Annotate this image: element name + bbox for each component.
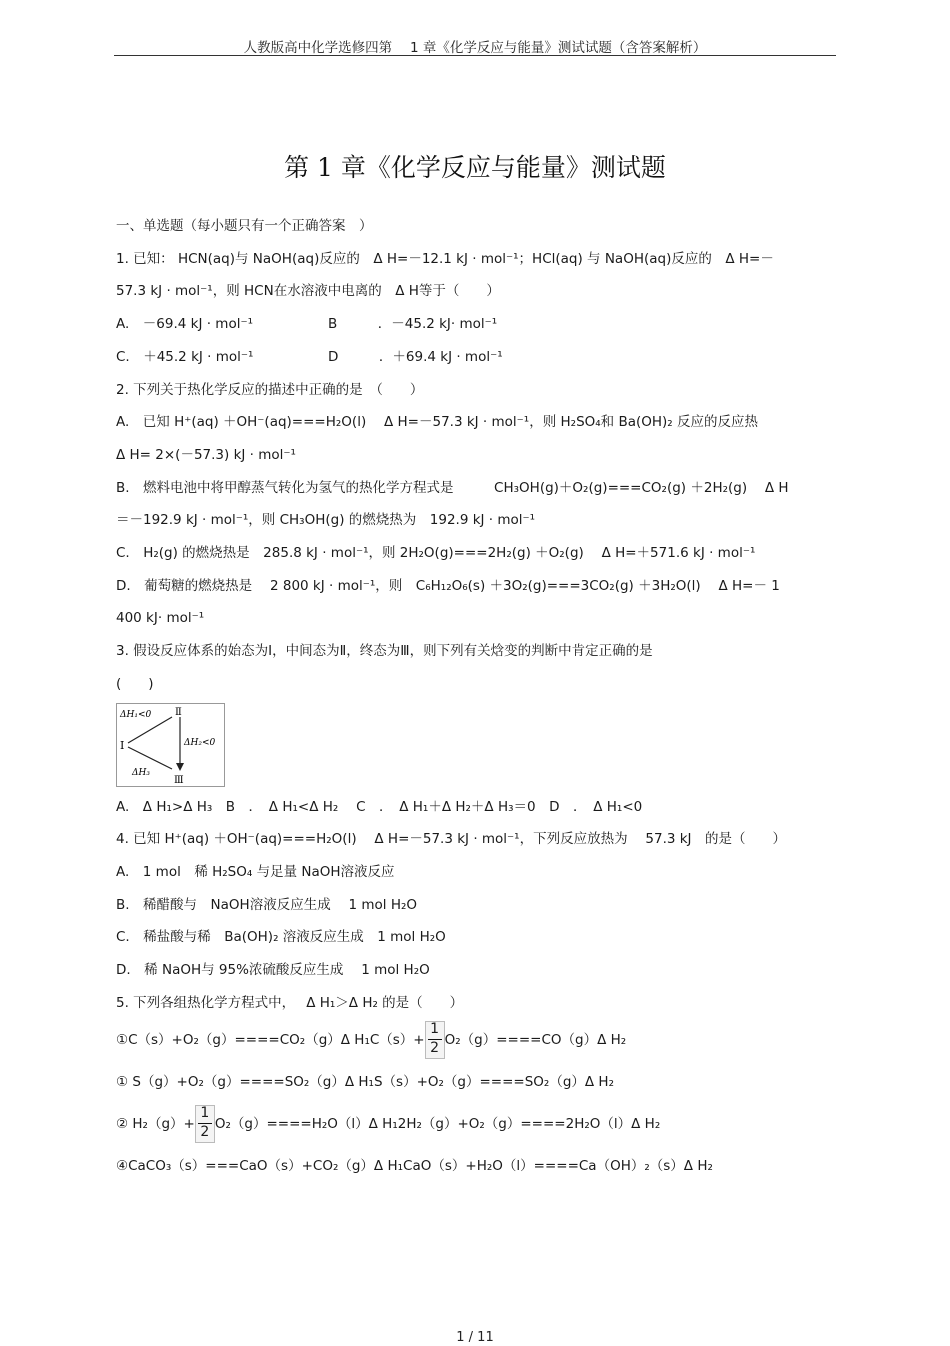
state-iii-label: Ⅲ bbox=[174, 774, 184, 786]
q5-eq3-part2: O₂（g）====H₂O（l）Δ H₁2H₂（g）+O₂（g）====2H₂O（l）Δ H₂ bbox=[214, 1116, 661, 1133]
q2-option-d-line1: D. 葡萄糖的燃烧热是 2 800 kJ · mol⁻¹，则 C₆H₁₂O₆(s) ＋3O₂(g)===3CO₂(g) ＋3H₂O(l) Δ H=－ 1 bbox=[116, 577, 780, 594]
q2-option-a-line1: A. 已知 H⁺(aq) ＋OH⁻(aq)===H₂O(l) Δ H=－57.3 kJ · mol⁻¹，则 H₂SO₄和 Ba(OH)₂ 反应的反应热 bbox=[116, 414, 759, 431]
q2-option-b-line2: ＝－192.9 kJ · mol⁻¹，则 CH₃OH(g) 的燃烧热为 192.9 kJ · mol⁻¹ bbox=[116, 512, 536, 529]
q3-stem-line1: 3. 假设反应体系的始态为Ⅰ，中间态为Ⅱ，终态为Ⅲ，则下列有关焓变的判断中肯定正确的是 bbox=[116, 643, 653, 660]
q1-option-c: C. ＋45.2 kJ · mol⁻¹ bbox=[116, 348, 254, 365]
q2-stem: 2. 下列关于热化学反应的描述中正确的是 （ ） bbox=[116, 381, 424, 398]
dh1-label: ΔH₁<0 bbox=[120, 709, 152, 720]
q5-eq3-part1: ② H₂（g）+ bbox=[116, 1116, 195, 1133]
q4-option-b: B. 稀醋酸与 NaOH溶液反应生成 1 mol H₂O bbox=[116, 896, 418, 913]
fraction-denominator: 2 bbox=[200, 1124, 210, 1141]
q1-stem-line1: 1. 已知： HCN(aq)与 NaOH(aq)反应的 Δ H=－12.1 kJ · mol⁻¹；HCl(aq) 与 NaOH(aq)反应的 Δ H=－ bbox=[116, 250, 774, 267]
q1-stem-line2: 57.3 kJ · mol⁻¹，则 HCN在水溶液中电离的 Δ H等于（ ） bbox=[116, 283, 500, 300]
q5-equation-3 bbox=[116, 1103, 842, 1145]
header-rule bbox=[114, 55, 836, 56]
q5-stem: 5. 下列各组热化学方程式中， Δ H₁＞Δ H₂ 的是（ ） bbox=[116, 994, 464, 1011]
page-number: 1 / 11 bbox=[456, 1330, 494, 1345]
running-header: 人教版高中化学选修四第 1 章《化学反应与能量》测试试题（含答案解析） bbox=[243, 40, 707, 56]
q1-options-cd bbox=[116, 341, 842, 374]
q5-eq1-part2: O₂（g）====CO（g）Δ H₂ bbox=[444, 1032, 627, 1049]
q2-option-c: C. H₂(g) 的燃烧热是 285.8 kJ · mol⁻¹，则 2H₂O(g)===2H₂(g) ＋O₂(g) Δ H=＋571.6 kJ · mol⁻¹ bbox=[116, 545, 756, 562]
q2-option-b-line1: B. 燃料电池中将甲醇蒸气转化为氢气的热化学方程式是 CH₃OH(g)＋O₂(g)===CO₂(g) ＋2H₂(g) Δ H bbox=[116, 479, 789, 496]
fraction-numerator: 1 bbox=[200, 1105, 210, 1122]
q5-equation-2: ① S（g）+O₂（g）====SO₂（g）Δ H₁S（s）+O₂（g）====SO₂（g）Δ H₂ bbox=[116, 1074, 614, 1091]
q4-option-c: C. 稀盐酸与稀 Ba(OH)₂ 溶液反应生成 1 mol H₂O bbox=[116, 929, 446, 946]
q5-equation-1 bbox=[116, 1019, 842, 1061]
q1-option-b: B ．－45.2 kJ· mol⁻¹ bbox=[328, 316, 498, 333]
q3-stem-line2: ( ) bbox=[116, 675, 154, 692]
q1-option-a: A. －69.4 kJ · mol⁻¹ bbox=[116, 316, 254, 333]
q4-option-d: D. 稀 NaOH与 95%浓硫酸反应生成 1 mol H₂O bbox=[116, 962, 430, 979]
state-ii-label: Ⅱ bbox=[175, 706, 182, 718]
q2-option-d-line2: 400 kJ· mol⁻¹ bbox=[116, 610, 205, 627]
state-i-label: Ⅰ bbox=[120, 738, 125, 752]
dh3-label: ΔH₃ bbox=[132, 767, 150, 778]
fraction-denominator: 2 bbox=[430, 1040, 440, 1057]
q3-options: A. Δ H₁>Δ H₃ B ． Δ H₁<Δ H₂ C ． Δ H₁＋Δ H₂＋Δ H₃＝0 D ． Δ H₁<0 bbox=[116, 798, 643, 815]
q5-eq1-part1: ①C（s）+O₂（g）====CO₂（g）Δ H₁C（s）+ bbox=[116, 1032, 425, 1049]
q1-option-d: D ．＋69.4 kJ · mol⁻¹ bbox=[328, 348, 503, 365]
enthalpy-diagram bbox=[116, 703, 842, 789]
q4-stem: 4. 已知 H⁺(aq) ＋OH⁻(aq)===H₂O(l) Δ H=－57.3 kJ · mol⁻¹，下列反应放热为 57.3 kJ 的是（ ） bbox=[116, 831, 787, 848]
q4-option-a: A. 1 mol 稀 H₂SO₄ 与足量 NaOH溶液反应 bbox=[116, 863, 395, 880]
question-content bbox=[116, 210, 842, 1187]
section-heading: 一、单选题（每小题只有一个正确答案 ） bbox=[116, 218, 373, 234]
fraction-one-half bbox=[425, 1021, 445, 1059]
dh2-label: ΔH₂<0 bbox=[184, 737, 216, 748]
fraction-one-half bbox=[195, 1105, 215, 1143]
q5-equation-4: ④CaCO₃（s）===CaO（s）+CO₂（g）Δ H₁CaO（s）+H₂O（l）====Ca（OH）₂（s）Δ H₂ bbox=[116, 1158, 713, 1175]
page-title: 第 1 章《化学反应与能量》测试题 bbox=[284, 153, 666, 182]
q2-option-a-line2: Δ H= 2×(－57.3) kJ · mol⁻¹ bbox=[116, 446, 296, 463]
q1-options-ab bbox=[116, 308, 842, 341]
fraction-numerator: 1 bbox=[430, 1021, 440, 1038]
enthalpy-diagram-svg bbox=[116, 703, 226, 787]
